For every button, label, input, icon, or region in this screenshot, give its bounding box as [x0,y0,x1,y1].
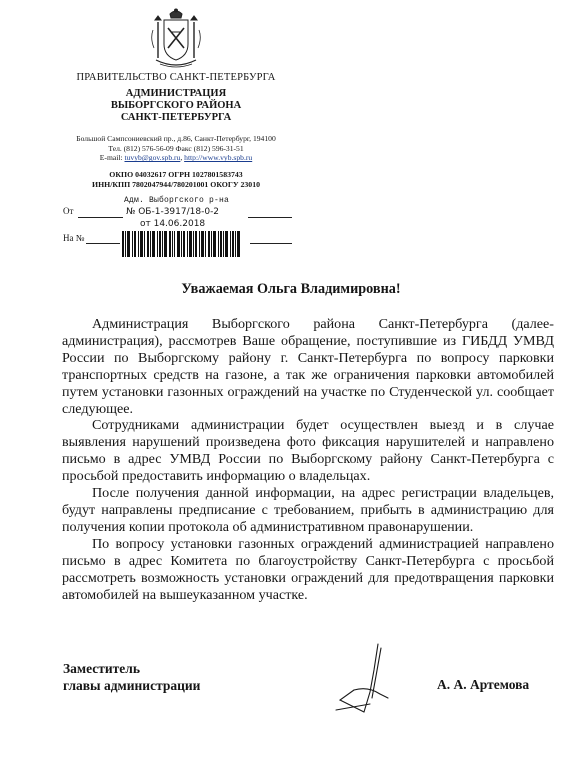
administration-line: АДМИНИСТРАЦИЯ [125,88,227,99]
email-separator: , [180,153,185,163]
number-label: На № [63,233,85,243]
signatory-title [63,660,200,694]
contact-block [40,134,312,163]
handwritten-signature [334,640,394,718]
email-label: E-mail: [99,153,125,163]
stamp-number: № ОБ-1-3917/18-0-2 [126,207,220,217]
phone-fax: Тел. (812) 576-56-09 Факс (812) 596-31-51 [108,143,244,153]
administration-name [60,88,292,124]
from-underline [78,217,123,218]
address: Большой Сампсониевский пр., д.86, Санкт-Петербург, 194100 [76,134,276,143]
from-label: От [63,206,74,216]
registration-stamp [118,193,248,261]
email-link[interactable]: tuvyb@gov.spb.ru [124,153,181,163]
administration-line: ВЫБОРГСКОГО РАЙОНА [110,100,242,111]
signatory-name: А. А. Артемова [437,677,530,692]
stamp-office: Адм. Выборгского р-на [124,196,230,205]
administration-line: САНКТ-ПЕТЕРБУРГА [120,112,232,123]
number-underline [86,243,120,244]
barcode-icon [122,231,242,257]
website-link[interactable]: http://www.vyb.spb.ru [184,153,253,163]
from-underline-end [248,217,292,218]
codes-line-2: ИНН/КПП 7802047944/780201001 ОКОГУ 23010 [92,179,260,189]
number-underline-end [250,243,292,244]
stamp-date: от 14.06.2018 [140,219,206,229]
paragraph: По вопросу установки газонных ограждений администрацией направлено письмо в адрес Комитета по благоустройству Санкт-Петербурга с просьбой рассмотреть возможность установки ограждений для предотвращения парковки автомобилей на вышеуказанном участке. [62,535,554,603]
email-web-line [40,153,312,163]
paragraph: Сотрудниками администрации будет осуществлен выезд и в случае выявления нарушений произведена фото фиксация нарушителей и направлено письмо в адрес УМВД России по Выборгскому району Санкт-Петербурга с просьбой предоставить информацию о владельцах. [62,417,554,485]
redacted-recipient-area [312,62,462,134]
government-name: ПРАВИТЕЛЬСТВО САНКТ-ПЕТЕРБУРГА [76,72,276,83]
coat-of-arms-icon [150,8,202,70]
signatory-title-line: главы администрации [63,678,201,693]
paragraph: После получения данной информации, на адрес регистрации владельцев, будут направлены предписание с требованием, прибыть в администрацию для получения копии протокола об административном правонарушении. [62,485,554,535]
registration-codes [40,170,312,190]
paragraph: Администрация Выборгского района Санкт-Петербурга (далее-администрация), рассмотрев Ваше обращение, поступившие из ГИБДД УМВД России по Выборгскому району г. Санкт-Петербурга по вопросу парковки транспортных средств на газоне, а так же ограничения парковки автомобилей путем установки газонных ограждений на участке по Студенческой ул. сообщает следующее. [62,316,554,417]
codes-line-1: ОКПО 04032617 ОГРН 1027801583743 [109,170,243,179]
signatory-title-line: Заместитель [63,661,140,676]
letter-body [62,316,554,603]
salutation: Уважаемая Ольга Владимировна! [181,281,401,297]
